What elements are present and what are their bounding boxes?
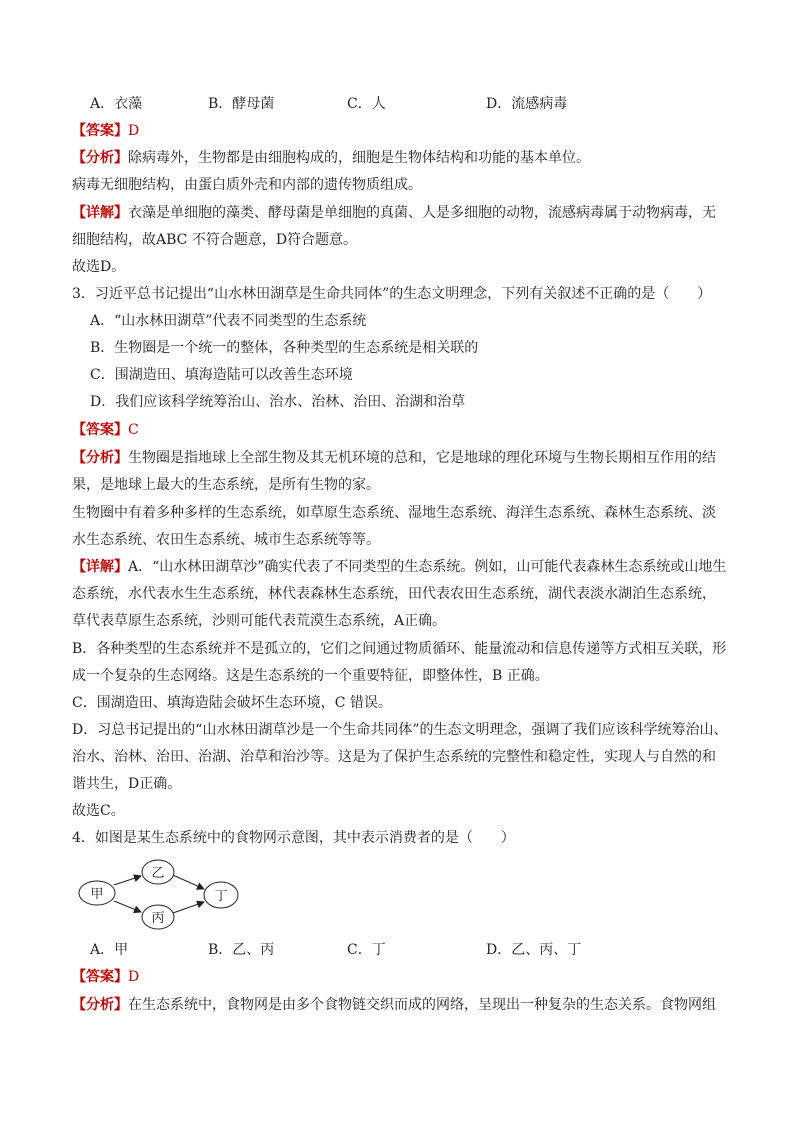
node-bing-label: 丙 — [151, 911, 165, 926]
q2-answer: 【答案】D — [72, 123, 140, 139]
q3-option-c: C．围湖造田、填海造陆可以改善生态环境 — [90, 367, 353, 383]
q3-detail-line: B．各种类型的生态系统并不是孤立的，它们之间通过物质循环、能量流动和信息传递等方式相互关联，形 — [72, 641, 727, 657]
q3-detail-line: 态系统，水代表水生生态系统，林代表森林生态系统，田代表农田生态系统，湖代表淡水湖泊生态系统， — [72, 586, 716, 602]
q3-answer: 【答案】C — [72, 422, 139, 438]
q3-detail-line: 谐共生，D正确。 — [72, 776, 182, 792]
q3-detail-line: 成一个复杂的生态网络。这是生态系统的一个重要特征，即整体性，B 正确。 — [72, 668, 549, 684]
q3-analysis-line: 果，是地球上最大的生态系统，是所有生物的家。 — [72, 477, 380, 493]
q4-analysis: 【分析】在生态系统中，食物网是由多个食物链交织而成的网络，呈现出一种复杂的生态关系。食物网组 — [72, 997, 716, 1013]
q3-analysis-line: 水生态系统、农田生态系统、城市生态系统等等。 — [72, 532, 380, 548]
q3-stem: 3．习近平总书记提出“山水林田湖草是生命共同体”的生态文明理念，下列有关叙述不正确的是（ ） — [72, 286, 712, 302]
node-jia-label: 甲 — [90, 887, 104, 902]
arrow-jia-to-yi — [114, 876, 141, 885]
q3-detail-line: C．围湖造田、填海造陆会破坏生态环境，C 错误。 — [72, 695, 392, 711]
q3-option-d: D．我们应该科学统筹治山、治水、治林、治田、治湖和治草 — [90, 394, 466, 410]
q2-option-d: D．流感病毒 — [486, 96, 568, 112]
q2-detail: 【详解】衣藻是单细胞的藻类、酵母菌是单细胞的真菌、人是多细胞的动物，流感病毒属于动物病毒，无 — [72, 205, 716, 221]
q4-stem: 4．如图是某生态系统中的食物网示意图，其中表示消费者的是（ ） — [72, 830, 515, 846]
q2-option-c: C．人 — [347, 96, 386, 112]
food-web-diagram — [74, 856, 244, 934]
q3-detail-line: 治水、治林、治田、治湖、治草和治沙等。这是为了保护生态系统的完整性和稳定性，实现人与自然的和 — [72, 749, 716, 765]
q3-analysis: 【分析】生物圈是指地球上全部生物及其无机环境的总和，它是地球的理化环境与生物长期相互作用的结 — [72, 450, 716, 466]
arrow-yi-to-ding — [173, 875, 204, 889]
q2-option-b: B．酵母菌 — [208, 96, 275, 112]
q2-conclusion: 故选D。 — [72, 259, 126, 275]
q3-detail-line: 草代表草原生态系统，沙则可能代表荒漠生态系统，A正确。 — [72, 613, 447, 629]
q4-answer: 【答案】D — [72, 969, 140, 985]
q3-detail-line: D．习总书记提出的“山水林田湖草沙是一个生命共同体”的生态文明理念，强调了我们应该科学统筹治山、 — [72, 722, 728, 738]
q3-conclusion: 故选C。 — [72, 803, 125, 819]
node-yi-label: 乙 — [151, 866, 165, 881]
q3-option-a: A．“山水林田湖草”代表不同类型的生态系统 — [90, 313, 367, 329]
arrow-jia-to-bing — [114, 901, 141, 912]
q4-option-a: A．甲 — [90, 942, 129, 958]
q2-analysis-line: 病毒无细胞结构，由蛋白质外壳和内部的遗传物质组成。 — [72, 177, 422, 193]
q3-option-b: B．生物圈是一个统一的整体，各种类型的生态系统是相关联的 — [90, 340, 479, 356]
q4-option-c: C．丁 — [347, 942, 386, 958]
q4-option-d: D．乙、丙、丁 — [486, 942, 582, 958]
arrow-bing-to-ding — [173, 902, 204, 913]
q2-option-a: A．衣藻 — [90, 96, 143, 112]
q4-option-b: B．乙、丙 — [208, 942, 275, 958]
q2-detail-line: 细胞结构，故ABC 不符合题意，D符合题意。 — [72, 232, 358, 248]
q2-analysis: 【分析】除病毒外，生物都是由细胞构成的，细胞是生物体结构和功能的基本单位。 — [72, 150, 590, 166]
q3-detail: 【详解】A．“山水林田湖草沙”确实代表了不同类型的生态系统。例如，山可能代表森林生态系统或山地生 — [72, 559, 727, 575]
node-ding-label: 丁 — [214, 889, 228, 904]
q3-analysis-line: 生物圈中有着多种多样的生态系统，如草原生态系统、湿地生态系统、海洋生态系统、森林生态系统、淡 — [72, 505, 716, 521]
